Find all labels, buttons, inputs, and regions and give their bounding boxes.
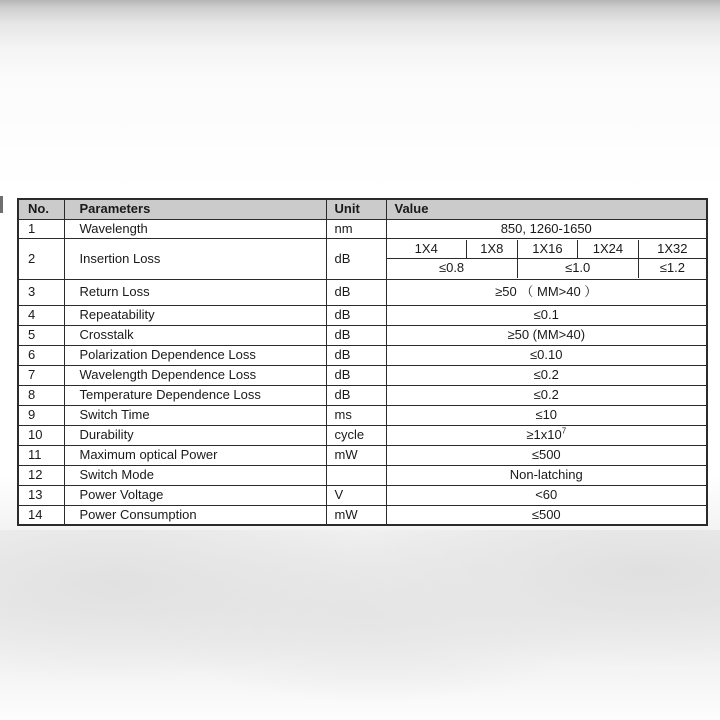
table-row [18,485,707,505]
col-header-no: No. [18,199,64,219]
cell-no: 12 [18,465,64,485]
cell-unit: dB [326,345,386,365]
cell-parameter: Repeatability [64,305,326,325]
table-row [18,465,707,485]
il-config: 1X24 [578,240,639,259]
cell-no: 7 [18,365,64,385]
header-row [18,199,707,219]
il-config: 1X32 [639,240,706,259]
cell-parameter: Power Consumption [64,505,326,525]
cell-parameter: Wavelength [64,219,326,238]
cell-parameter: Maximum optical Power [64,445,326,465]
cell-unit: dB [326,385,386,405]
cell-unit: V [326,485,386,505]
left-edge-artifact [0,196,3,213]
cell-parameter: Temperature Dependence Loss [64,385,326,405]
cell-no: 4 [18,305,64,325]
cell-unit: nm [326,219,386,238]
cell-unit: ms [326,405,386,425]
cell-value: ≤500 [386,445,707,465]
cell-parameter: Switch Mode [64,465,326,485]
cell-unit [326,465,386,485]
cell-no: 5 [18,325,64,345]
cell-unit: dB [326,325,386,345]
il-config: 1X16 [518,240,579,259]
cell-parameter: Wavelength Dependence Loss [64,365,326,385]
background-bottom-band [0,530,720,720]
il-limit: ≤1.2 [659,260,685,276]
cell-parameter: Polarization Dependence Loss [64,345,326,365]
table-row [18,405,707,425]
cell-value: <60 [386,485,707,505]
table-row [18,305,707,325]
cell-no: 2 [18,238,64,279]
cell-value-insertion-loss [386,238,707,279]
table-row [18,365,707,385]
cell-value: ≤0.10 [386,345,707,365]
durability-value: ≥1x10 [526,427,562,443]
cell-parameter: Return Loss [64,279,326,305]
table-row [18,385,707,405]
cell-unit: mW [326,505,386,525]
cell-value: ≤0.2 [386,365,707,385]
table-row [18,445,707,465]
cell-no: 9 [18,405,64,425]
cell-no: 11 [18,445,64,465]
cell-value: 850, 1260-1650 [386,219,707,238]
col-header-value: Value [386,199,707,219]
cell-value: ≤0.2 [386,385,707,405]
cell-value: ≤10 [386,405,707,425]
cell-unit: dB [326,238,386,279]
il-limit: ≤0.8 [387,259,518,278]
cell-unit: dB [326,305,386,325]
background-top-band [0,0,720,80]
col-header-unit: Unit [326,199,386,219]
durability-exponent: 7 [561,426,567,436]
cell-no: 13 [18,485,64,505]
specs-table [17,198,708,526]
table-row [18,325,707,345]
cell-parameter: Durability [64,425,326,445]
cell-no: 10 [18,425,64,445]
cell-parameter: Switch Time [64,405,326,425]
cell-parameter: Insertion Loss [64,238,326,279]
il-config: 1X8 [467,240,518,259]
table-row [18,279,707,305]
cell-parameter: Crosstalk [64,325,326,345]
table-row [18,425,707,445]
cell-value: ≥50 （ MM>40 ） [386,279,707,305]
cell-no: 6 [18,345,64,365]
cell-unit: dB [326,279,386,305]
cell-value [386,425,707,445]
table-row [18,345,707,365]
cell-unit: mW [326,445,386,465]
cell-value: Non-latching [386,465,707,485]
cell-no: 1 [18,219,64,238]
cell-unit: cycle [326,425,386,445]
table-row [18,219,707,238]
cell-value: ≤0.1 [386,305,707,325]
cell-value: ≤500 [386,505,707,525]
cell-parameter: Power Voltage [64,485,326,505]
cell-no: 14 [18,505,64,525]
cell-unit: dB [326,365,386,385]
cell-value: ≥50 (MM>40) [386,325,707,345]
cell-no: 3 [18,279,64,305]
il-config: 1X4 [387,240,468,259]
table-row [18,238,707,279]
cell-no: 8 [18,385,64,405]
insertion-loss-subtable [387,240,707,278]
table-row [18,505,707,525]
il-limit: ≤1.0 [518,259,639,278]
col-header-parameters: Parameters [64,199,326,219]
